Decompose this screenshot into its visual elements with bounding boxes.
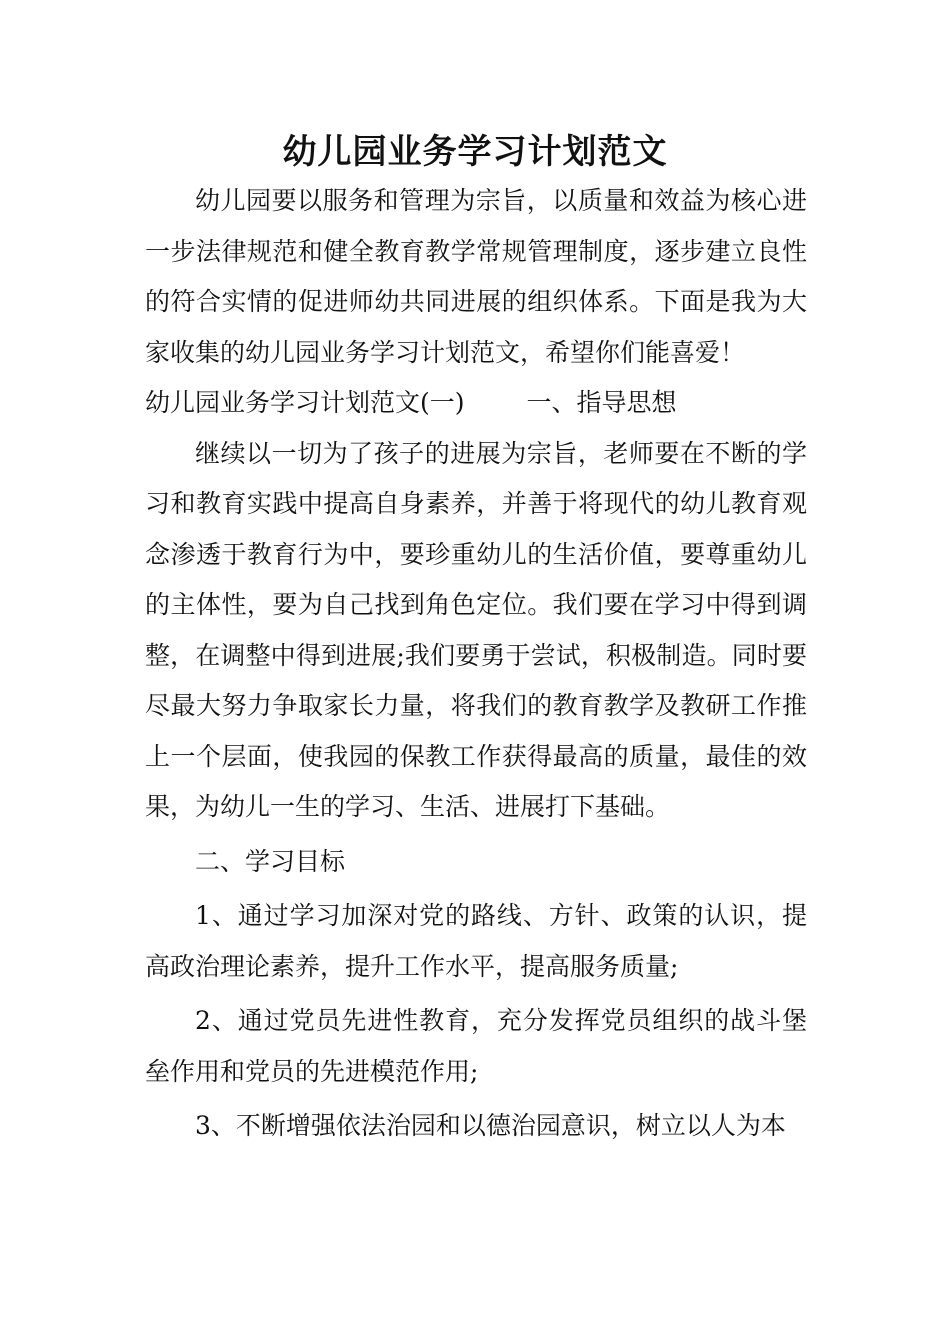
document-body <box>145 176 807 1152</box>
section-heading: 幼儿园业务学习计划范文(一) <box>145 388 465 417</box>
goal-item-1: 1、通过学习加深对党的路线、方针、政策的认识，提高政治理论素养，提升工作水平，提高服务质量; <box>145 901 807 981</box>
section-subheading: 一、指导思想 <box>526 388 677 417</box>
goal-item-3: 3、不断增强依法治园和以德治园意识，树立以人为本 <box>195 1111 786 1140</box>
intro-paragraph: 幼儿园要以服务和管理为宗旨，以质量和效益为核心进一步法律规范和健全教育教学常规管理制度，逐步建立良性的符合实情的促进师幼共同进展的组织体系。下面是我为大家收集的幼儿园业务学习计划范文，希望你们能喜爱！ <box>145 186 807 367</box>
guiding-thought-paragraph: 继续以一切为了孩子的进展为宗旨，老师要在不断的学习和教育实践中提高自身素养，并善于将现代的幼儿教育观念渗透于教育行为中，要珍重幼儿的生活价值，要尊重幼儿的主体性，要为自己找到角色定位。我们要在学习中得到调整，在调整中得到进展;我们要勇于尝试，积极制造。同时要尽最大努力争取家长力量，将我们的教育教学及教研工作推上一个层面，使我园的保教工作获得最高的质量，最佳的效果，为幼儿一生的学习、生活、进展打下基础。 <box>145 438 807 821</box>
document-title: 幼儿园业务学习计划范文 <box>282 132 668 172</box>
section-heading-line <box>145 378 807 429</box>
goal-item-2: 2、通过党员先进性教育，充分发挥党员组织的战斗堡垒作用和党员的先进模范作用; <box>145 1006 807 1086</box>
learning-goals-heading: 二、学习目标 <box>195 846 346 876</box>
